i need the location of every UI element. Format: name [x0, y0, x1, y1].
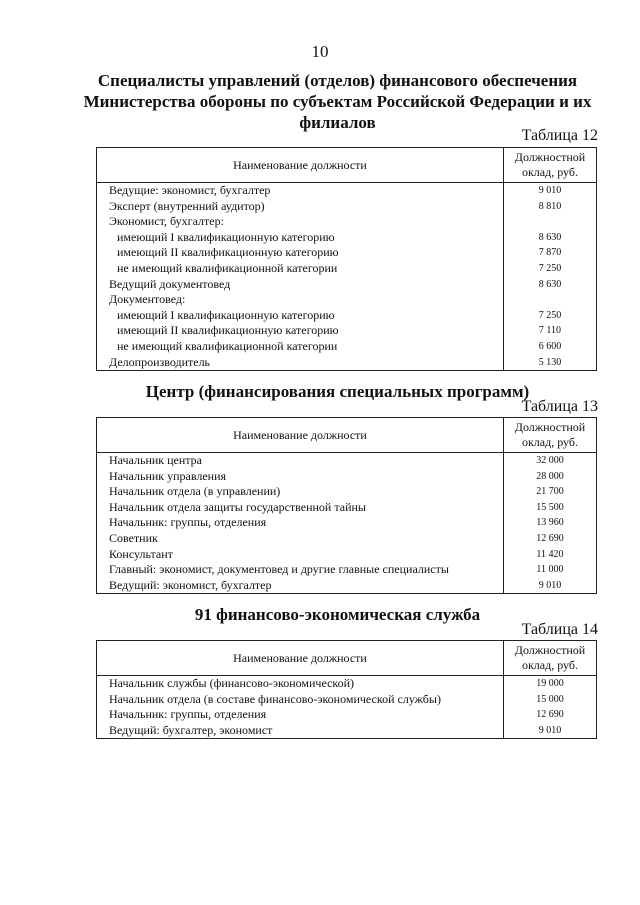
salary-values-column: [504, 453, 597, 594]
salary-value: 11 420: [536, 548, 564, 560]
position-name: Начальник отдела защиты государственной тайны: [109, 499, 366, 514]
position-name: Эксперт (внутренний аудитор): [109, 198, 265, 213]
table-label-12: Таблица 12: [521, 127, 598, 144]
page-number: 10: [311, 42, 329, 61]
section-title-specialists: Специалисты управлений (отделов) финансового обеспечения Министерства обороны по субъектам Российской Федерации и их филиалов: [83, 71, 592, 132]
salary-value: 8 630: [538, 231, 562, 243]
position-name: Экономист, бухгалтер:: [109, 214, 224, 229]
position-name: Начальник центра: [109, 453, 202, 467]
position-name: Начальник отдела (в составе финансово-экономической службы): [109, 691, 441, 706]
salary-value: 15 000: [536, 693, 564, 705]
salary-value: 8 630: [538, 278, 562, 290]
salary-value: 7 870: [538, 247, 562, 259]
section-title-service: 91 финансово-экономическая служба: [194, 605, 481, 624]
salary-values-column: [504, 183, 597, 371]
salary-value: 7 250: [538, 309, 562, 321]
salary-value: 21 700: [536, 486, 564, 498]
salary-value: 19 000: [536, 678, 564, 689]
position-name: Ведущий: бухгалтер, экономист: [109, 722, 273, 737]
position-name: Делопроизводитель: [109, 354, 211, 369]
salary-values-column: [504, 676, 597, 739]
salary-value: 9 010: [538, 185, 562, 196]
position-name: Ведущие: экономист, бухгалтер: [109, 183, 271, 197]
header-salary: Должностной оклад, руб.: [504, 148, 597, 183]
salary-value: [504, 214, 596, 230]
position-name: не имеющий квалификационной категории: [117, 260, 338, 275]
position-names-column: [97, 676, 504, 739]
salary-value: 5 130: [538, 356, 562, 368]
salary-value: 12 690: [536, 532, 564, 544]
salary-table-13: [96, 417, 597, 594]
position-name: Начальник управления: [109, 468, 227, 483]
salary-value: 7 110: [538, 325, 562, 337]
table-label-14: Таблица 14: [521, 621, 598, 638]
position-name: Документовед:: [109, 292, 186, 307]
position-name: Консультант: [109, 546, 173, 561]
salary-value: 12 690: [536, 709, 564, 721]
position-name: Главный: экономист, документовед и другие главные специалисты: [109, 562, 449, 577]
position-name: Ведущий: экономист, бухгалтер: [109, 577, 272, 592]
position-name: имеющий I квалификационную категорию: [117, 307, 335, 322]
position-names-column: [97, 183, 504, 371]
salary-value: 9 010: [538, 724, 562, 736]
position-name: имеющий I квалификационную категорию: [117, 229, 335, 244]
section-title-center: Центр (финансирования специальных программ): [145, 382, 530, 401]
salary-value: 11 000: [536, 564, 564, 576]
salary-table-14: [96, 640, 597, 739]
salary-value: 32 000: [536, 455, 564, 466]
position-name: Ведущий документовед: [109, 276, 231, 291]
position-name: Советник: [109, 530, 158, 545]
salary-value: 15 500: [536, 501, 564, 513]
table-label-13: Таблица 13: [521, 398, 598, 415]
salary-value: 9 010: [538, 579, 562, 591]
header-salary: Должностной оклад, руб.: [504, 418, 597, 453]
position-name: Начальник: группы, отделения: [109, 515, 267, 530]
header-position-name: Наименование должности: [97, 641, 504, 676]
position-name: Начальник: группы, отделения: [109, 707, 267, 722]
header-salary: Должностной оклад, руб.: [504, 641, 597, 676]
salary-value: 13 960: [536, 517, 564, 529]
salary-value: 28 000: [536, 470, 564, 482]
salary-table-12: [96, 147, 597, 371]
salary-value: [504, 292, 596, 308]
position-name: имеющий II квалификационную категорию: [117, 245, 339, 260]
salary-value: 8 810: [538, 200, 562, 212]
salary-value: 7 250: [538, 262, 562, 274]
position-name: не имеющий квалификационной категории: [117, 338, 338, 353]
position-names-column: [97, 453, 504, 594]
header-position-name: Наименование должности: [97, 418, 504, 453]
header-position-name: Наименование должности: [97, 148, 504, 183]
position-name: имеющий II квалификационную категорию: [117, 323, 339, 338]
position-name: Начальник отдела (в управлении): [109, 484, 281, 499]
salary-value: 6 600: [538, 340, 562, 352]
position-name: Начальник службы (финансово-экономической): [109, 676, 355, 690]
